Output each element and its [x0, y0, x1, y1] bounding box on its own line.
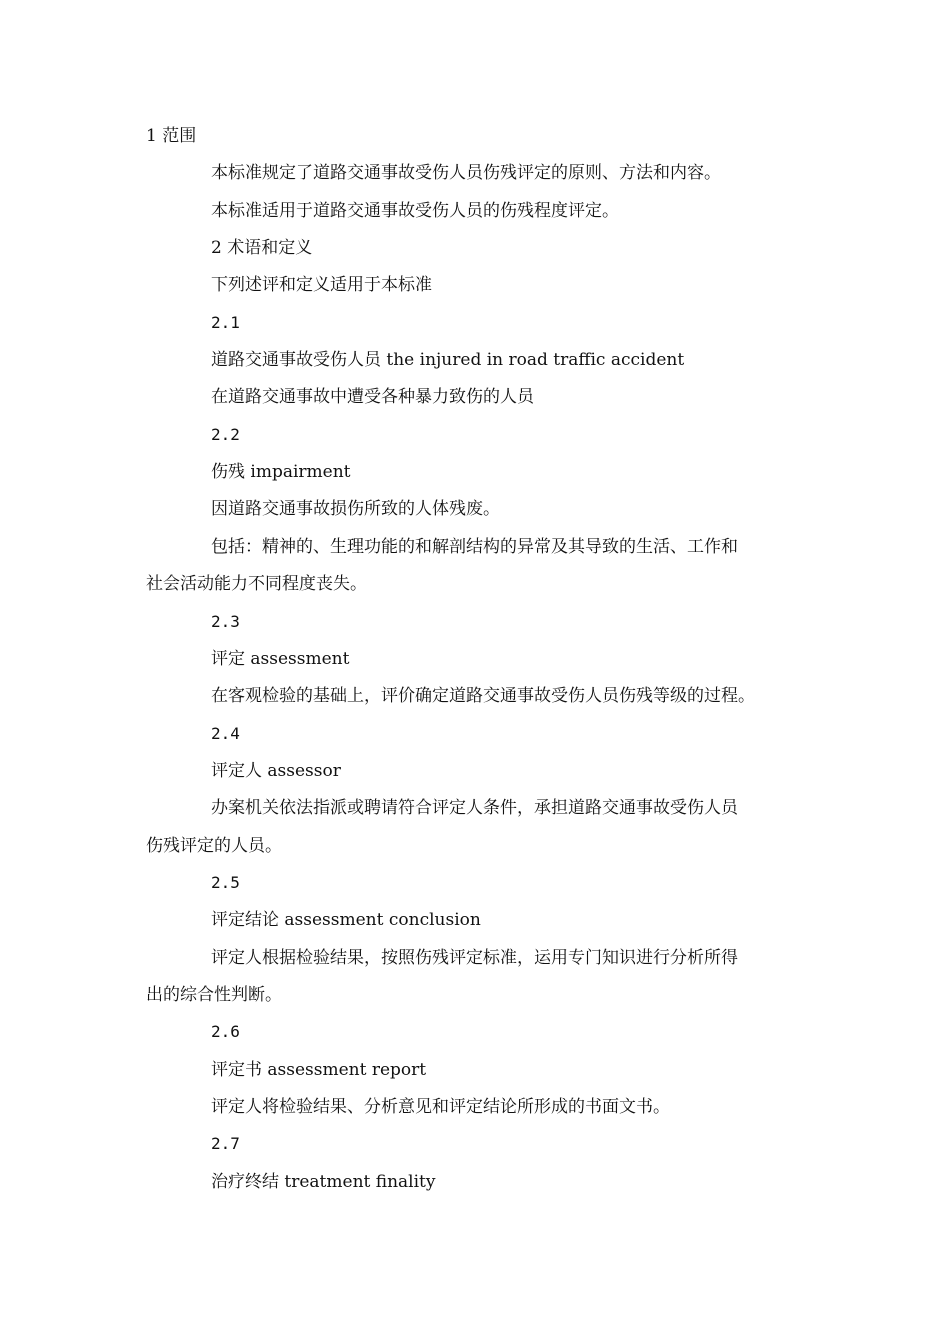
definition: 评定人将检验结果、分析意见和评定结论所形成的书面文书。 — [211, 1097, 670, 1117]
clause-number: 2.5 — [211, 873, 240, 892]
clause-number: 2.2 — [211, 425, 240, 444]
clause-number: 2.7 — [211, 1134, 240, 1153]
term-heading: 评定人 assessor — [211, 761, 341, 781]
term-heading: 治疗终结 treatment finality — [211, 1172, 436, 1192]
section-heading-scope: 1 范围 — [146, 126, 197, 146]
term-heading: 评定 assessment — [211, 649, 350, 669]
term-heading: 评定结论 assessment conclusion — [211, 910, 481, 930]
definition-continued: 社会活动能力不同程度丧失。 — [146, 574, 367, 594]
definition: 在客观检验的基础上，评价确定道路交通事故受伤人员伤残等级的过程。 — [211, 686, 755, 706]
clause-number: 2.3 — [211, 612, 240, 631]
definition-continued: 伤残评定的人员。 — [146, 836, 282, 856]
paragraph: 本标准适用于道路交通事故受伤人员的伤残程度评定。 — [211, 201, 619, 221]
definition: 在道路交通事故中遭受各种暴力致伤的人员 — [211, 387, 534, 407]
term-heading: 评定书 assessment report — [211, 1060, 427, 1080]
definition: 办案机关依法指派或聘请符合评定人条件，承担道路交通事故受伤人员 — [211, 798, 738, 818]
clause-number: 2.1 — [211, 313, 240, 332]
paragraph: 本标准规定了道路交通事故受伤人员伤残评定的原则、方法和内容。 — [211, 163, 721, 183]
definition: 评定人根据检验结果，按照伤残评定标准，运用专门知识进行分析所得 — [211, 948, 738, 968]
paragraph: 下列述评和定义适用于本标准 — [211, 275, 432, 295]
definition: 包括：精神的、生理功能的和解剖结构的异常及其导致的生活、工作和 — [211, 537, 738, 557]
term-heading: 道路交通事故受伤人员 the injured in road traffic accident — [211, 350, 685, 370]
definition: 因道路交通事故损伤所致的人体残废。 — [211, 499, 500, 519]
clause-number: 2.4 — [211, 724, 240, 743]
term-heading: 伤残 impairment — [211, 462, 351, 482]
clause-number: 2.6 — [211, 1022, 240, 1041]
section-heading-terms: 2 术语和定义 — [211, 238, 313, 258]
definition-continued: 出的综合性判断。 — [146, 985, 282, 1005]
